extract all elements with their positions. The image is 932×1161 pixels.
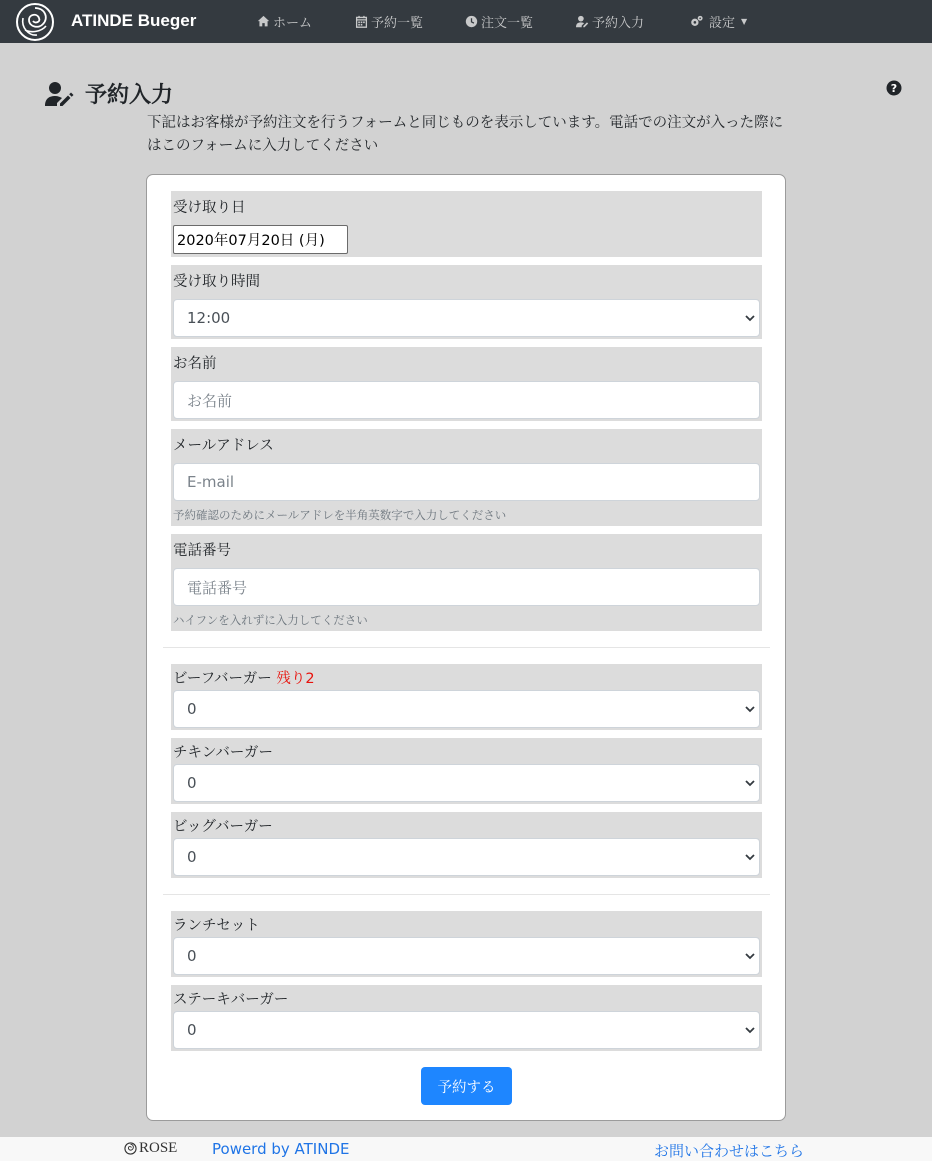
form-group-product bbox=[171, 664, 762, 730]
chevron-down-icon bbox=[745, 852, 755, 862]
email-help-text: 予約確認のためにメールアドレを半角英数字で入力してください bbox=[173, 508, 507, 522]
nav-item-label: 注文一覧 bbox=[481, 16, 534, 31]
quantity-value: 0 bbox=[187, 848, 197, 866]
nav-item-settings[interactable] bbox=[690, 12, 747, 31]
home-icon bbox=[257, 15, 270, 28]
email-input[interactable] bbox=[173, 463, 760, 501]
form-group-email bbox=[171, 429, 762, 526]
phone-label: 電話番号 bbox=[173, 543, 231, 559]
form-group-set bbox=[171, 985, 762, 1051]
name-placeholder: お名前 bbox=[187, 391, 233, 410]
form-group-product bbox=[171, 812, 762, 878]
quantity-value: 0 bbox=[187, 947, 197, 965]
footer-logo-text: ROSE bbox=[139, 1140, 178, 1156]
gears-icon bbox=[690, 15, 703, 28]
name-label: お名前 bbox=[173, 356, 217, 372]
nav-item-reservations[interactable] bbox=[355, 12, 423, 31]
set-name: ランチセット bbox=[173, 918, 260, 934]
page-title: 予約入力 bbox=[85, 83, 174, 108]
user-edit-icon bbox=[45, 81, 75, 107]
rose-logo-icon bbox=[124, 1142, 137, 1155]
footer-logo bbox=[124, 1140, 177, 1157]
remaining-stock-badge: 残り2 bbox=[276, 671, 315, 687]
chevron-down-icon bbox=[745, 951, 755, 961]
product-name: ビーフバーガー bbox=[173, 671, 272, 687]
submit-reservation-button[interactable]: 予約する bbox=[421, 1067, 512, 1105]
time-label: 受け取り時間 bbox=[173, 274, 260, 290]
nav-item-label: 予約入力 bbox=[592, 16, 645, 31]
svg-text:?: ? bbox=[890, 82, 898, 95]
phone-help-text: ハイフンを入れずに入力してください bbox=[173, 613, 368, 627]
nav-item-home[interactable] bbox=[257, 12, 312, 31]
date-label: 受け取り日 bbox=[173, 200, 246, 216]
nav-item-label: ホーム bbox=[273, 16, 313, 31]
chevron-down-icon bbox=[745, 1025, 755, 1035]
email-label: メールアドレス bbox=[173, 438, 274, 454]
time-value: 12:00 bbox=[187, 309, 231, 327]
product-name: ビッグバーガー bbox=[173, 819, 273, 835]
date-value: 2020年07月20日 (月) bbox=[177, 233, 325, 249]
phone-input[interactable] bbox=[173, 568, 760, 606]
phone-placeholder: 電話番号 bbox=[187, 578, 248, 597]
quantity-value: 0 bbox=[187, 1021, 197, 1039]
email-placeholder: E-mail bbox=[187, 473, 235, 491]
form-group-time bbox=[171, 265, 762, 339]
question-circle-icon[interactable] bbox=[886, 80, 902, 96]
form-group-product bbox=[171, 738, 762, 804]
set-name: ステーキバーガー bbox=[173, 992, 289, 1008]
chevron-down-icon bbox=[745, 704, 755, 714]
form-group-date bbox=[171, 191, 762, 257]
form-group-set bbox=[171, 911, 762, 977]
nav-item-orders[interactable] bbox=[465, 12, 533, 31]
quantity-select[interactable] bbox=[173, 764, 760, 802]
navbar bbox=[0, 0, 932, 43]
divider bbox=[163, 647, 770, 648]
product-name: チキンバーガー bbox=[173, 745, 274, 761]
footer bbox=[0, 1137, 932, 1161]
nav-item-reservation-input[interactable] bbox=[576, 12, 644, 31]
date-input[interactable] bbox=[173, 225, 348, 254]
caret-down-icon: ▼ bbox=[741, 17, 748, 26]
calendar-icon bbox=[355, 15, 368, 28]
name-input[interactable] bbox=[173, 381, 760, 419]
chevron-down-icon bbox=[745, 313, 755, 323]
page-header bbox=[45, 78, 173, 109]
clock-icon bbox=[465, 15, 478, 28]
product-label bbox=[173, 667, 315, 688]
powered-by-link[interactable]: Powerd by ATINDE bbox=[212, 1140, 350, 1158]
quantity-value: 0 bbox=[187, 774, 197, 792]
brand-name[interactable]: ATINDE Bueger bbox=[71, 11, 197, 30]
quantity-select[interactable] bbox=[173, 838, 760, 876]
contact-link[interactable]: お問い合わせはこちら bbox=[654, 1142, 805, 1160]
intro-text: 下記はお客様が予約注文を行うフォームと同じものを表示しています。電話での注文が入った際にはこのフォームに入力してください bbox=[147, 115, 784, 154]
quantity-select[interactable] bbox=[173, 937, 760, 975]
form-group-name bbox=[171, 347, 762, 421]
time-select[interactable] bbox=[173, 299, 760, 337]
form-group-phone bbox=[171, 534, 762, 631]
quantity-select[interactable] bbox=[173, 690, 760, 728]
divider bbox=[163, 894, 770, 895]
nav-item-label: 予約一覧 bbox=[371, 16, 424, 31]
nav-item-label: 設定 bbox=[709, 16, 736, 31]
quantity-select[interactable] bbox=[173, 1011, 760, 1049]
user-edit-icon bbox=[576, 15, 589, 28]
chevron-down-icon bbox=[745, 778, 755, 788]
rose-logo-icon[interactable] bbox=[15, 2, 55, 42]
quantity-value: 0 bbox=[187, 700, 197, 718]
reservation-form-card bbox=[146, 174, 786, 1121]
